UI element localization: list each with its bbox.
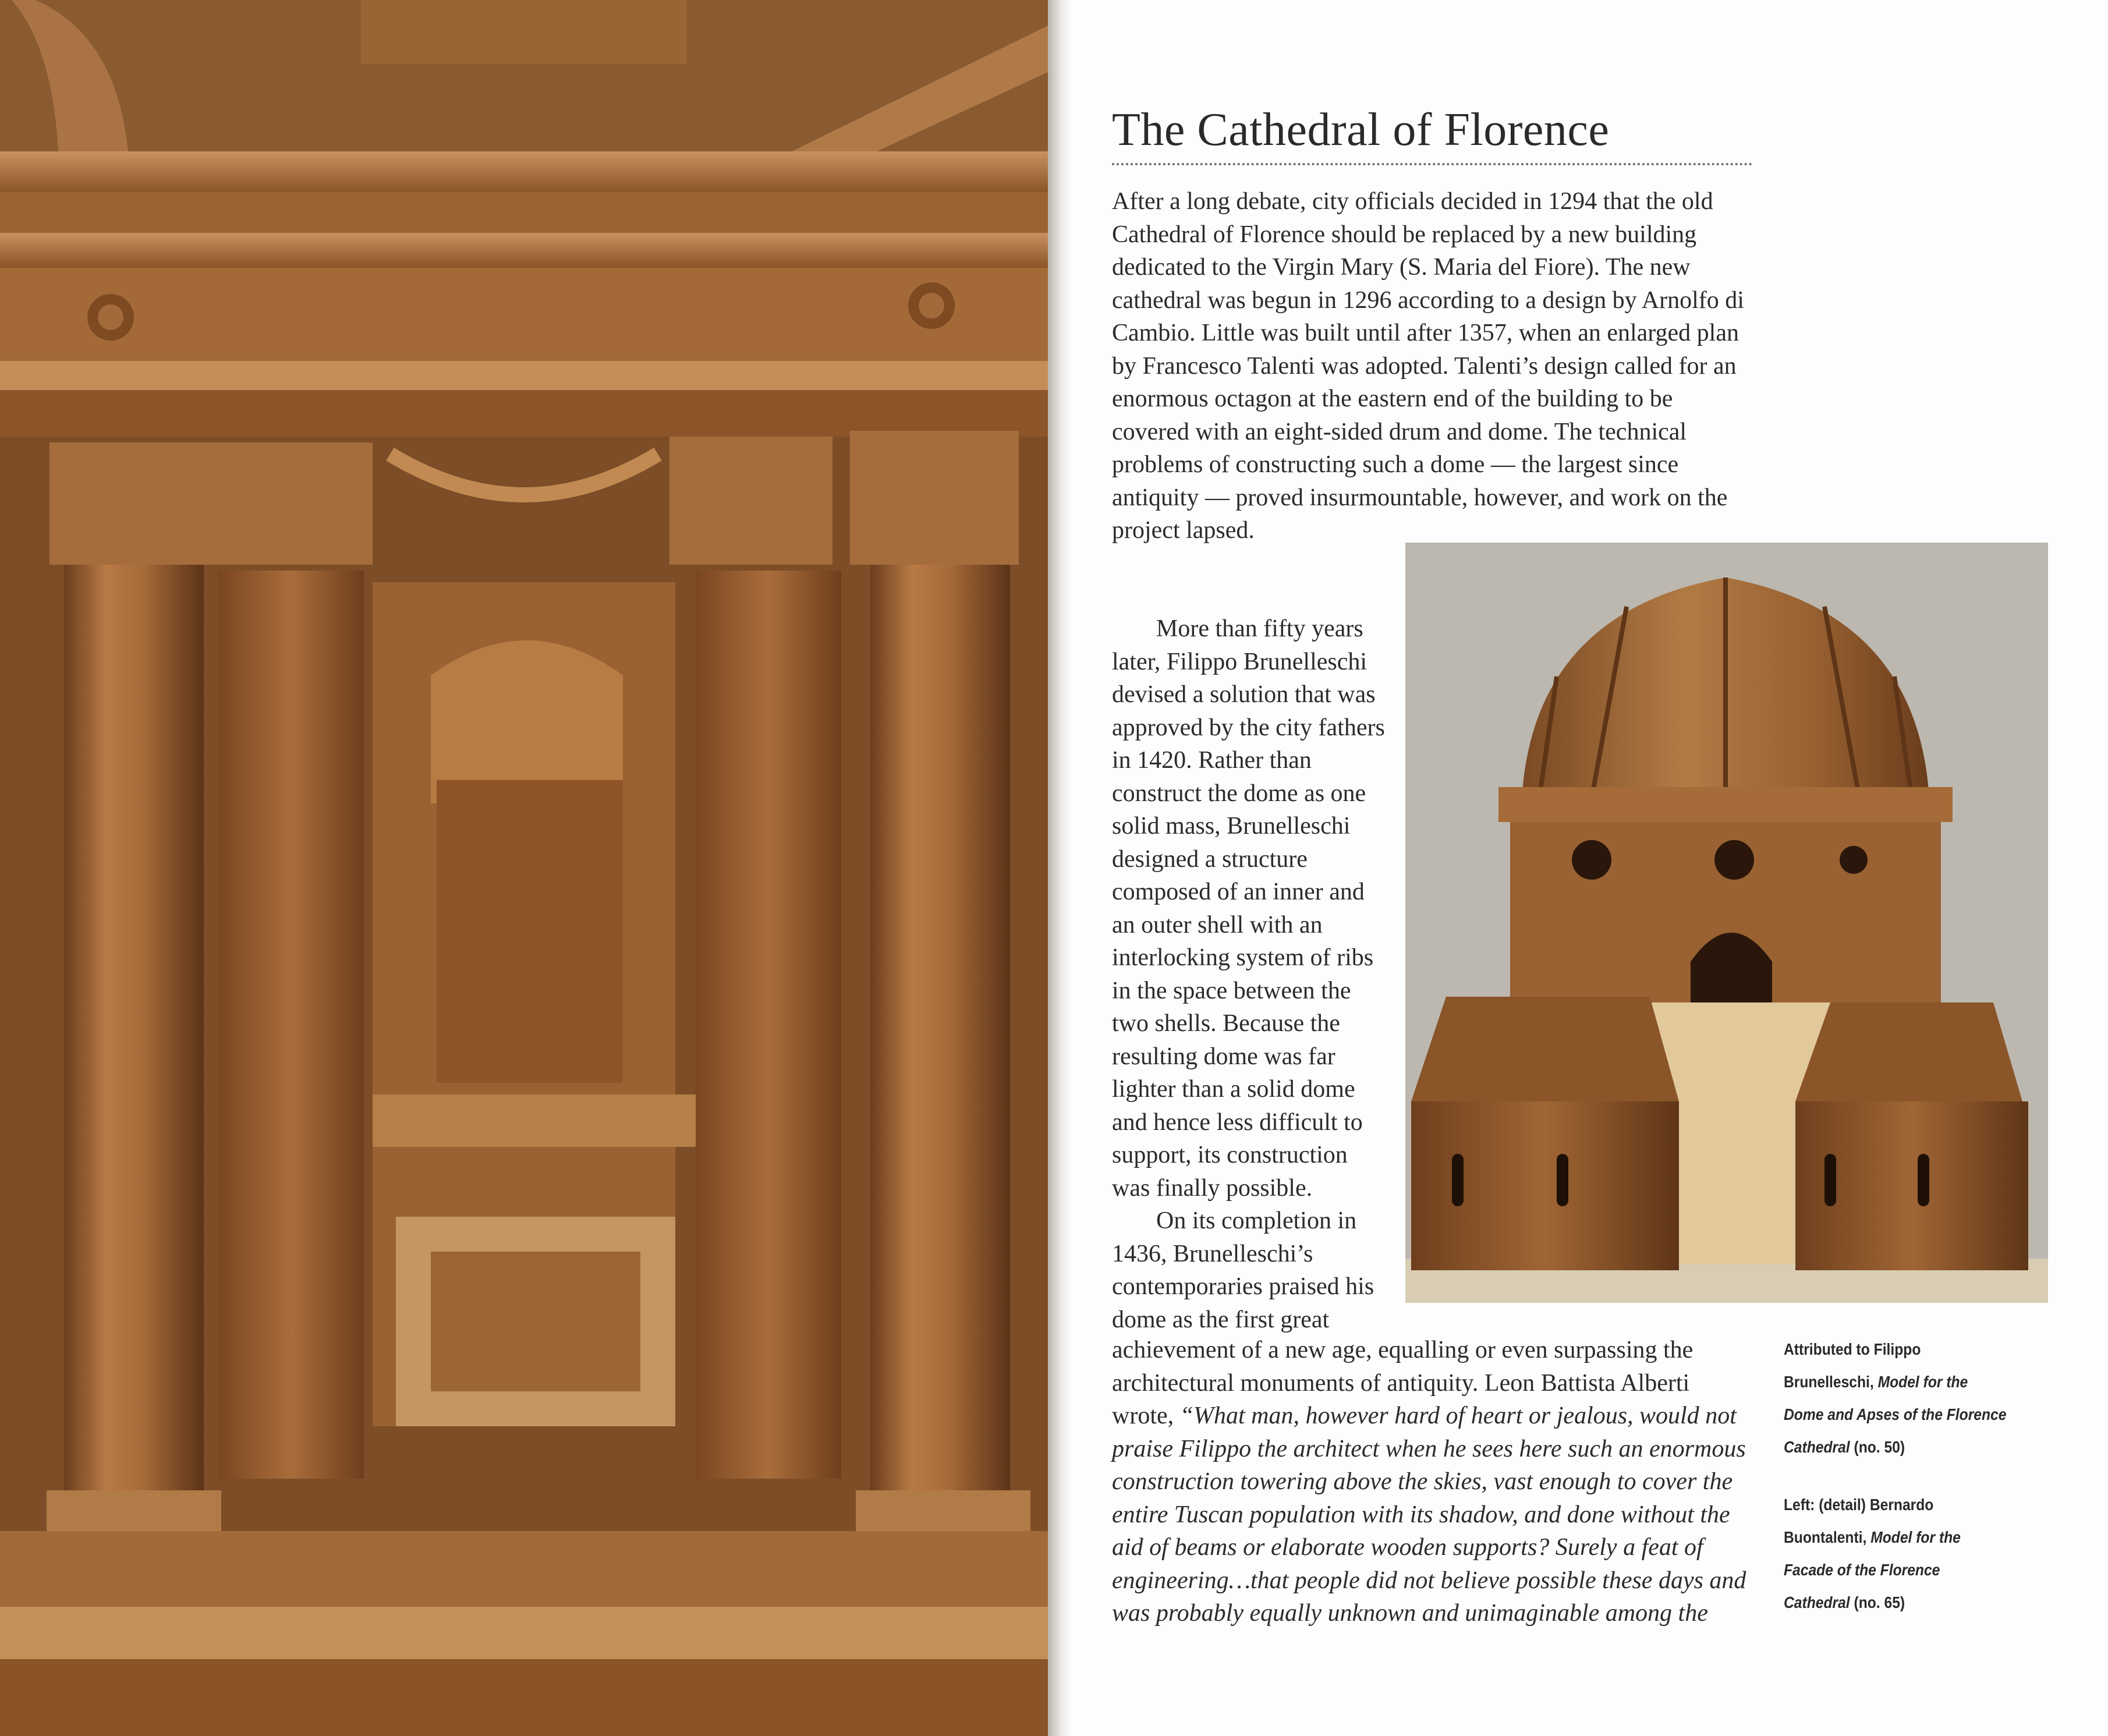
caption-1-suffix: (no. 50)	[1850, 1438, 1905, 1456]
alberti-quote: “What man, however hard of heart or jealous, would not praise Filippo the architect when he sees here such an enormous construction towering above the skies, vast enough to cover the entire Tuscan population with its shadow, and done without the aid of beams or elaborate wooden supports? Surely a feat of engineering…that people did not believe possible these days and was probably equally unknown and unimaginable among the	[1112, 1402, 1746, 1627]
facade-model-photo	[0, 0, 1053, 1736]
caption-1-work: Model for the Dome and Apses of the Florence Cathedral	[1784, 1373, 2007, 1456]
facade-model-caption	[1784, 1489, 2009, 1619]
title-divider	[1112, 163, 1752, 165]
lower-text-block	[1112, 1334, 1749, 1630]
dome-model-illustration	[1405, 543, 2048, 1303]
caption-2-suffix: (no. 65)	[1850, 1593, 1905, 1611]
narrow-text-column	[1112, 612, 1388, 1336]
caption-2-prefix: Left: (detail) Bernardo Buontalenti,	[1784, 1496, 1934, 1546]
page-gutter	[1048, 0, 1071, 1736]
dome-model-caption	[1784, 1333, 2009, 1464]
intro-text: After a long debate, city officials decided in 1294 that the old Cathedral of Florence should be replaced by a new building dedicated to the Virgin Mary (S. Maria del Fiore). The new cathedral was begun in 1296 according to a design by Arnolfo di Cambio. Little was built until after 1357, when an enlarged plan by Francesco Talenti was adopted. Talenti’s design called for an enormous octagon at the eastern end of the building to be covered with an eight-sided drum and dome. The technical problems of constructing such a dome — the largest since antiquity — proved insurmountable, however, and work on the project lapsed.	[1112, 188, 1744, 544]
caption-2-work: Model for the Facade of the Florence Cathedral	[1784, 1528, 1961, 1611]
paragraph-3-start: On its completion in 1436, Brunelleschi’s contemporaries praised his dome as the first great	[1112, 1207, 1374, 1333]
paragraph-2: More than fifty years later, Filippo Brunelleschi devised a solution that was approved by the city fathers in 1420. Rather than construct the dome as one solid mass, Brunelleschi designed a structure composed of an inner and an outer shell with an interlocking system of ribs in the space between the two shells. Because the resulting dome was far lighter than a solid dome and hence less difficult to support, its construction was finally possible.	[1112, 615, 1385, 1202]
facade-model-illustration	[0, 0, 1053, 1736]
intro-paragraph	[1112, 185, 1752, 547]
page-title: The Cathedral of Florence	[1112, 104, 1610, 155]
paragraph-3-continued	[1112, 1334, 1749, 1630]
paragraph-3-rest: achievement of a new age, equalling or even surpassing the architectural monuments of antiquity. Leon Battista Alberti wrote,	[1112, 1337, 1694, 1429]
caption-1-prefix: Attributed to Filippo Brunelleschi,	[1784, 1340, 1921, 1391]
dome-model-photo	[1405, 543, 2048, 1303]
